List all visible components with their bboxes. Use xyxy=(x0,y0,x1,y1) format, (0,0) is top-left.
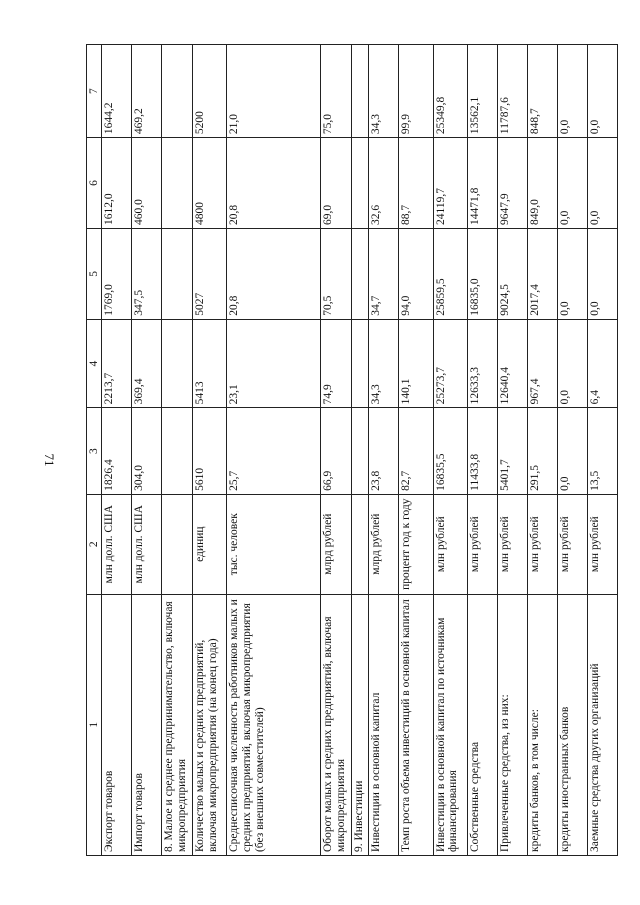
unit-cell: единиц xyxy=(192,494,226,594)
value-cell: 5401,7 xyxy=(497,408,527,494)
unit-cell: млн рублей xyxy=(587,494,617,594)
value-cell: 6,4 xyxy=(587,319,617,408)
indicator-name-cell: кредиты банков, в том числе: xyxy=(527,594,557,855)
indicator-name-cell: Инвестиции в основной капитал xyxy=(369,594,399,855)
indicator-name-cell: Оборот малых и средних предприятий, включая микропредприятия xyxy=(321,594,352,855)
value-cell: 0,0 xyxy=(587,138,617,229)
value-cell: 0,0 xyxy=(587,45,617,138)
indicator-name-cell: Количество малых и средних предприятий, включая микропредприятия (на конец года) xyxy=(192,594,226,855)
value-cell: 460,0 xyxy=(132,138,162,229)
value-cell: 0,0 xyxy=(557,45,587,138)
value-cell xyxy=(352,408,369,494)
unit-cell xyxy=(162,494,193,594)
value-cell: 1612,0 xyxy=(102,138,132,229)
value-cell: 16835,5 xyxy=(433,408,467,494)
value-cell: 9647,9 xyxy=(497,138,527,229)
value-cell: 304,0 xyxy=(132,408,162,494)
column-header-5: 5 xyxy=(87,228,102,319)
value-cell: 5027 xyxy=(192,228,226,319)
indicator-name-cell: Заемные средства других организаций xyxy=(587,594,617,855)
value-cell: 66,9 xyxy=(321,408,352,494)
unit-cell xyxy=(352,494,369,594)
value-cell: 25273,7 xyxy=(433,319,467,408)
value-cell: 20,8 xyxy=(227,138,321,229)
value-cell: 25349,8 xyxy=(433,45,467,138)
indicator-name-cell: Привлеченные средства, из них: xyxy=(497,594,527,855)
value-cell: 11433,8 xyxy=(467,408,497,494)
unit-cell: млн долл. США xyxy=(102,494,132,594)
value-cell: 70,5 xyxy=(321,228,352,319)
value-cell: 0,0 xyxy=(587,228,617,319)
value-cell: 849,0 xyxy=(527,138,557,229)
table-row xyxy=(527,45,557,856)
value-cell: 34,7 xyxy=(369,228,399,319)
value-cell: 1826,4 xyxy=(102,408,132,494)
value-cell: 5610 xyxy=(192,408,226,494)
table-row xyxy=(399,45,433,856)
table-body xyxy=(102,45,618,856)
table-row xyxy=(433,45,467,856)
value-cell: 12640,4 xyxy=(497,319,527,408)
value-cell xyxy=(352,319,369,408)
value-cell: 291,5 xyxy=(527,408,557,494)
indicator-name-cell: Собственные средства xyxy=(467,594,497,855)
value-cell: 82,7 xyxy=(399,408,433,494)
table-row xyxy=(227,45,321,856)
indicators-table xyxy=(86,44,618,856)
value-cell xyxy=(162,408,193,494)
unit-cell: млрд рублей xyxy=(321,494,352,594)
value-cell: 848,7 xyxy=(527,45,557,138)
value-cell: 34,3 xyxy=(369,319,399,408)
table-row xyxy=(321,45,352,856)
table-header-row xyxy=(87,45,102,856)
value-cell: 25859,5 xyxy=(433,228,467,319)
unit-cell: млн долл. США xyxy=(132,494,162,594)
table-row xyxy=(192,45,226,856)
value-cell: 21,0 xyxy=(227,45,321,138)
unit-cell: млн рублей xyxy=(527,494,557,594)
value-cell: 32,6 xyxy=(369,138,399,229)
value-cell: 1644,2 xyxy=(102,45,132,138)
rotated-table-area xyxy=(86,44,618,856)
value-cell: 23,1 xyxy=(227,319,321,408)
value-cell: 13562,1 xyxy=(467,45,497,138)
column-header-3: 3 xyxy=(87,408,102,494)
unit-cell: процент год к году xyxy=(399,494,433,594)
value-cell: 99,9 xyxy=(399,45,433,138)
indicator-name-cell: 8. Малое и среднее предпринимательство, включая микропредприятия xyxy=(162,594,193,855)
table-row xyxy=(467,45,497,856)
value-cell: 11787,6 xyxy=(497,45,527,138)
indicator-name-cell: Импорт товаров xyxy=(132,594,162,855)
value-cell: 9024,5 xyxy=(497,228,527,319)
value-cell: 1769,0 xyxy=(102,228,132,319)
table-row xyxy=(587,45,617,856)
value-cell xyxy=(162,138,193,229)
value-cell: 5200 xyxy=(192,45,226,138)
page-number: 71 xyxy=(42,453,57,467)
value-cell: 2213,7 xyxy=(102,319,132,408)
indicator-name-cell: кредиты иностранных банков xyxy=(557,594,587,855)
value-cell xyxy=(162,45,193,138)
value-cell: 14471,8 xyxy=(467,138,497,229)
value-cell: 5413 xyxy=(192,319,226,408)
value-cell: 0,0 xyxy=(557,228,587,319)
value-cell xyxy=(352,45,369,138)
column-header-1: 1 xyxy=(87,594,102,855)
table-row xyxy=(162,45,193,856)
table-row xyxy=(557,45,587,856)
value-cell: 140,1 xyxy=(399,319,433,408)
value-cell: 34,3 xyxy=(369,45,399,138)
unit-cell: млн рублей xyxy=(433,494,467,594)
value-cell: 13,5 xyxy=(587,408,617,494)
unit-cell: млн рублей xyxy=(467,494,497,594)
value-cell xyxy=(352,228,369,319)
column-header-6: 6 xyxy=(87,138,102,229)
unit-cell: млн рублей xyxy=(497,494,527,594)
value-cell: 24119,7 xyxy=(433,138,467,229)
value-cell: 347,5 xyxy=(132,228,162,319)
indicator-name-cell: Среднесписочная численность работников малых и средних предприятий, включая микропредприятия (без внешних совместителей) xyxy=(227,594,321,855)
indicator-name-cell: Экспорт товаров xyxy=(102,594,132,855)
table-row xyxy=(369,45,399,856)
value-cell: 16835,0 xyxy=(467,228,497,319)
value-cell: 12633,3 xyxy=(467,319,497,408)
value-cell: 75,0 xyxy=(321,45,352,138)
table-row xyxy=(132,45,162,856)
value-cell: 0,0 xyxy=(557,408,587,494)
value-cell xyxy=(352,138,369,229)
value-cell: 4800 xyxy=(192,138,226,229)
unit-cell: тыс. человек xyxy=(227,494,321,594)
table-row xyxy=(497,45,527,856)
value-cell: 2017,4 xyxy=(527,228,557,319)
value-cell xyxy=(162,319,193,408)
value-cell: 74,9 xyxy=(321,319,352,408)
value-cell: 369,4 xyxy=(132,319,162,408)
value-cell: 69,0 xyxy=(321,138,352,229)
value-cell: 0,0 xyxy=(557,319,587,408)
indicator-name-cell: Инвестиции в основной капитал по источникам финансирования xyxy=(433,594,467,855)
unit-cell: млрд рублей xyxy=(369,494,399,594)
value-cell: 20,8 xyxy=(227,228,321,319)
value-cell: 967,4 xyxy=(527,319,557,408)
indicator-name-cell: 9. Инвестиции xyxy=(352,594,369,855)
value-cell xyxy=(162,228,193,319)
column-header-2: 2 xyxy=(87,494,102,594)
unit-cell: млн рублей xyxy=(557,494,587,594)
column-header-7: 7 xyxy=(87,45,102,138)
column-header-4: 4 xyxy=(87,319,102,408)
value-cell: 88,7 xyxy=(399,138,433,229)
table-wrapper xyxy=(86,44,618,856)
value-cell: 0,0 xyxy=(557,138,587,229)
table-row xyxy=(352,45,369,856)
table-row xyxy=(102,45,132,856)
value-cell: 23,8 xyxy=(369,408,399,494)
value-cell: 25,7 xyxy=(227,408,321,494)
value-cell: 94,0 xyxy=(399,228,433,319)
indicator-name-cell: Темп роста объема инвестиций в основной капитал xyxy=(399,594,433,855)
value-cell: 469,2 xyxy=(132,45,162,138)
